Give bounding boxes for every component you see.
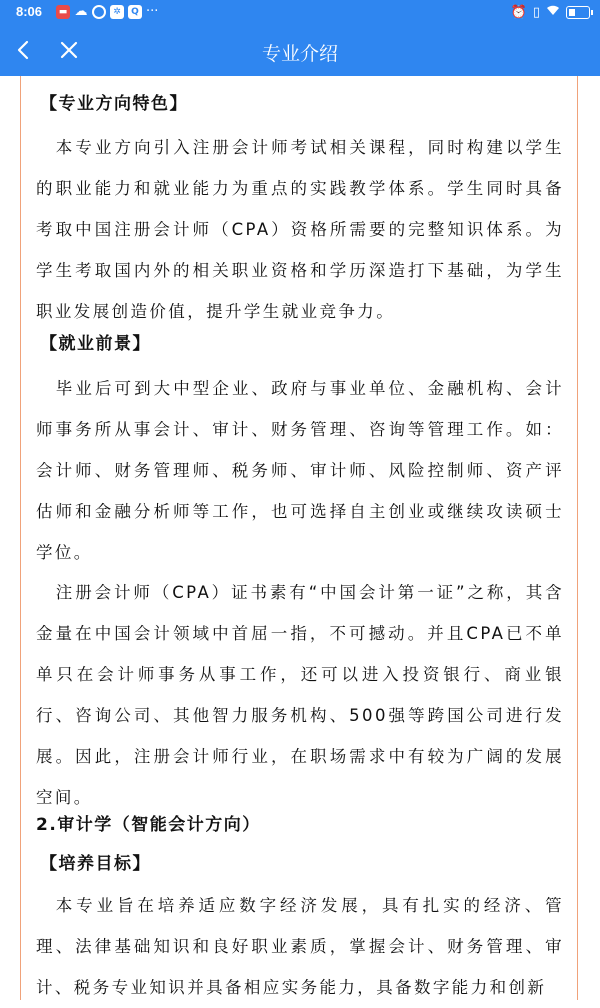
vibrate-icon: ▯ [532,4,540,20]
paragraph-goals: 本专业旨在培养适应数字经济发展，具有扎实的经济、管理、法律基础知识和良好职业素质，掌握会计、财务管理、审计、税务专业知识并具备相应实务能力，具备数字能力和创新 [36,896,564,997]
wifi-icon [546,4,560,20]
section-heading-features: 【专业方向特色】 [40,94,188,114]
app-notification-icon: ✲ [110,5,124,19]
battery-icon [566,6,590,19]
message-notification-icon: ▬ [56,5,70,19]
paragraph-cpa: 注册会计师（CPA）证书素有“中国会计第一证”之称，其含金量在中国会计领域中首屈一指，不可撼动。并且CPA已不单单只在会计师事务从事工作，还可以进入投资银行、商业银行、咨询公司、其他智力服务机构、500强等跨国公司进行发展。因此，注册会计师行业，在职场需求中有较为广阔的发展空间。 [36,583,564,807]
page-title: 专业介绍 [261,43,338,65]
navigation-bar [0,26,600,76]
cloud-icon: ☁ [74,4,88,19]
status-bar [0,0,600,26]
browser-notification-icon [92,5,106,19]
paragraph-employment: 毕业后可到大中型企业、政府与事业单位、金融机构、会计师事务所从事会计、审计、财务管理、咨询等管理工作。如：会计师、财务管理师、税务师、审计师、风险控制师、资产评估师和金融分析师等工作，也可选择自主创业或继续攻读硕士学位。 [36,379,564,562]
status-time: 8:06 [16,4,43,19]
search-notification-icon: Q [128,5,142,19]
paragraph-features: 本专业方向引入注册会计师考试相关课程，同时构建以学生的职业能力和就业能力为重点的实践教学体系。学生同时具备考取中国注册会计师（CPA）资格所需要的完整知识体系。为学生考取国内外的相关职业资格和学历深造打下基础，为学生职业发展创造价值，提升学生就业竞争力。 [36,138,564,321]
system-icons [511,4,590,20]
major-heading-audit: 2.审计学（智能会计方向） [36,815,261,835]
section-heading-goals: 【培养目标】 [40,854,151,874]
notification-icons [56,5,158,19]
section-heading-employment: 【就业前景】 [40,334,151,354]
alarm-icon: ⏰ [510,4,527,20]
more-notifications-icon: ··· [146,4,159,19]
